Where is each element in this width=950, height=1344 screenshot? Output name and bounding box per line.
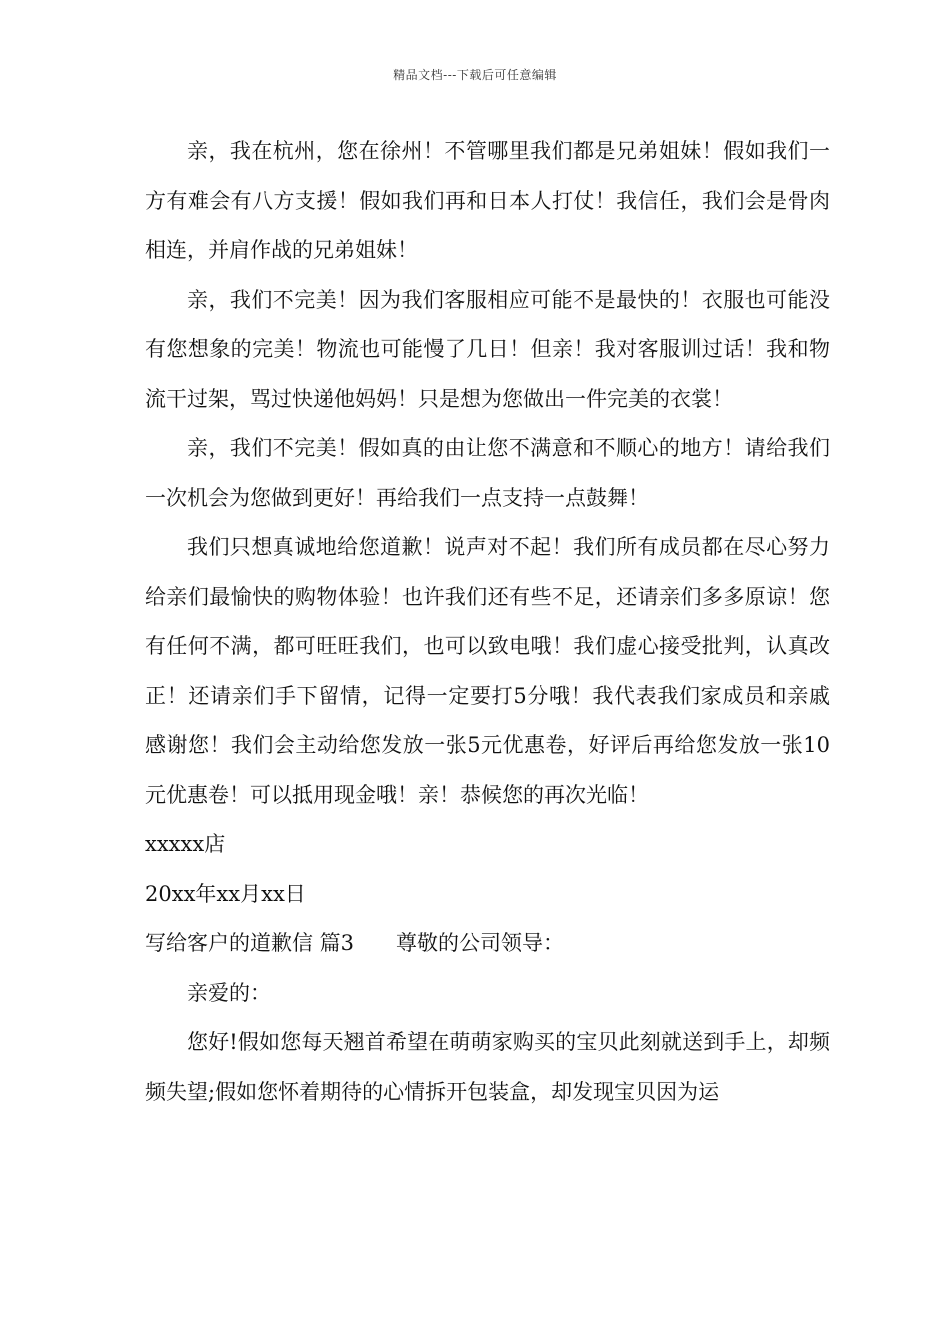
paragraph-5: 您好!假如您每天翘首希望在萌萌家购买的宝贝此刻就送到手上，却频频失望;假如您怀着期待的心情拆开包装盒，却发现宝贝因为运: [145, 1030, 830, 1104]
document-body: [145, 127, 830, 1117]
section-heading: [145, 919, 830, 969]
signature: xxxxx店: [145, 832, 226, 856]
letter-date: 20xx年xx月xx日: [145, 881, 306, 906]
paragraph-4: 我们只想真诚地给您道歉！说声对不起！我们所有成员都在尽心努力给亲们最愉快的购物体验！也许我们还有些不足，还请亲们多多原谅！您有任何不满，都可旺旺我们，也可以致电哦！我们虚心接受批判，认真改正！还请亲们手下留情，记得一定要打5分哦！我代表我们家成员和亲戚感谢您！我们会主动给您发放一张5元优惠卷，好评后再给您发放一张10元优惠卷！可以抵用现金哦！亲！恭候您的再次光临！: [145, 535, 830, 807]
paragraph-2: 亲，我们不完美！因为我们客服相应可能不是最快的！衣服也可能没有您想象的完美！物流也可能慢了几日！但亲！我对客服训过话！我和物流干过架，骂过快递他妈妈！只是想为您做出一件完美的衣裳！: [145, 287, 830, 411]
section-title: 写给客户的道歉信 篇3: [145, 931, 355, 955]
paragraph-3: 亲，我们不完美！假如真的由让您不满意和不顺心的地方！请给我们一次机会为您做到更好！再给我们一点支持一点鼓舞！: [145, 436, 830, 510]
company-salutation: 尊敬的公司领导：: [396, 931, 565, 955]
paragraph-1: 亲，我在杭州，您在徐州！不管哪里我们都是兄弟姐妹！假如我们一方有难会有八方支援！假如我们再和日本人打仗！我信任，我们会是骨肉相连，并肩作战的兄弟姐妹！: [145, 139, 830, 262]
greeting: 亲爱的：: [187, 980, 271, 1005]
page-header: 精品文档---下载后可任意编辑: [393, 68, 557, 82]
